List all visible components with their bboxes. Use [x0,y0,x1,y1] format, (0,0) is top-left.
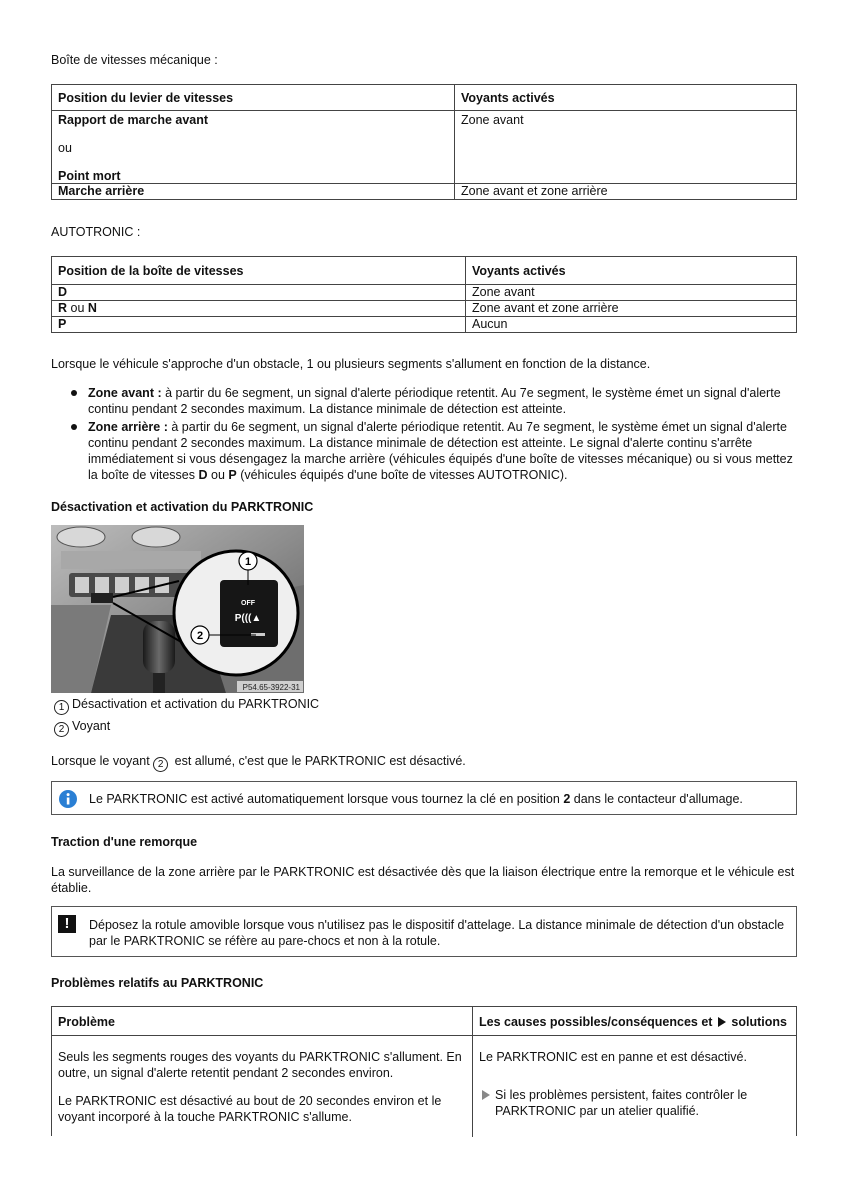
info-box [51,781,797,815]
table-row [52,317,797,333]
figure-reference: P54.65-3922-31 [242,683,300,692]
section-heading: Désactivation et activation du PARKTRONIC [51,500,314,514]
table-header: Position du levier de vitesses [52,85,455,111]
parktronic-symbol: P(((▲ [234,613,262,624]
table-cell: D [52,285,466,301]
table-header: Position de la boîte de vitesses [52,257,466,285]
autotronic-title: AUTOTRONIC : [51,225,141,239]
table-cell: Aucun [472,317,508,331]
problem-text: Le PARKTRONIC est désactivé au bout de 20 secondes environ et le voyant incorporé à la touche PARKTRONIC s'allume. [58,1094,442,1124]
bullet-icon [71,390,77,396]
lamp-note: Lorsque le voyant 2 est allumé, c'est que le PARKTRONIC est désactivé. [51,754,466,770]
table-cell: P [52,317,466,333]
manual-gearbox-table [51,84,797,200]
table-row [52,111,797,184]
problem-text: Seuls les segments rouges des voyants du PARKTRONIC s'allument. En outre, un signal d'alerte retentit pendant 2 secondes environ. [58,1050,462,1080]
warning-text: Déposez la rotule amovible lorsque vous n'utilisez pas le dispositif d'attelage. La distance minimale de détection d'un obstacle par le PARKTRONIC se réfère au pare-chocs et non à la rotule. [89,918,785,948]
arrow-right-icon [482,1090,490,1100]
svg-text:1: 1 [244,556,252,568]
table-cell: R ou N [52,301,466,317]
legend-item-2: 2 Voyant [54,719,110,737]
button-off-label: OFF [241,600,255,607]
warning-icon: ! [58,915,76,933]
list-item: Zone avant : à partir du 6e segment, un signal d'alerte périodique retentit. Au 7e segment, le système émet un signal d'alerte continu pendant 2 secondes maximum. La distance minimale de détection est atteinte. [51,385,801,417]
callout-1-icon: 1 [54,700,69,715]
parktronic-figure [51,525,304,693]
table-cell: Zone avant [461,113,524,127]
cause-text: Le PARKTRONIC est en panne et est désactivé. [479,1050,747,1064]
svg-text:2: 2 [196,630,204,642]
table-cell: Zone avant [472,285,535,299]
info-text: Le PARKTRONIC est activé automatiquement lorsque vous tournez la clé en position 2 dans le contacteur d'allumage. [89,792,743,806]
table-cell: Rapport de marche avant [58,113,209,127]
table-cell: Zone avant et zone arrière [461,184,608,198]
trailer-text: La surveillance de la zone arrière par le PARKTRONIC est désactivée dès que la liaison électrique entre la remorque et le véhicule est établie. [51,865,795,895]
table-cell: Marche arrière [52,184,455,200]
manual-gearbox-title: Boîte de vitesses mécanique : [51,53,218,67]
table-header: Problème [58,1015,115,1029]
warning-box [51,906,797,957]
table-row [52,184,797,200]
table-cell: ou [58,141,72,155]
callout-2-icon: 2 [153,757,168,772]
bullet-icon [71,424,77,430]
intro-text: Lorsque le véhicule s'approche d'un obstacle, 1 ou plusieurs segments s'allument en fonction de la distance. [51,357,651,371]
table-header: Voyants activés [472,264,566,278]
solution-text: Si les problèmes persistent, faites contrôler le PARKTRONIC par un atelier qualifié. [495,1088,748,1118]
list-item: Zone arrière : à partir du 6e segment, un signal d'alerte périodique retentit. Au 7e segment, le système émet un signal d'alerte continu pendant 2 secondes maximum. La distance minimale de détection est atteinte. Le signal d'alerte continu s'arrête immédiatement si vous désengagez la marche arrière (véhicules équipés d'une boîte de vitesses mécanique) ou si vous mettez la boîte de vitesses D ou P (véhicules équipés d'une boîte de vitesses AUTOTRONIC). [51,419,801,483]
arrow-right-icon [718,1017,726,1027]
problems-table [51,1006,797,1136]
info-icon [59,790,77,808]
section-heading: Traction d'une remorque [51,835,198,849]
legend-item-1: 1 Désactivation et activation du PARKTRONIC [54,697,319,715]
callout-2-icon: 2 [54,722,69,737]
table-cell: Point mort [58,169,121,183]
table-row [52,301,797,317]
dashboard-photo [51,525,304,693]
table-header: Les causes possibles/conséquences et solutions [479,1015,787,1029]
table-cell: Zone avant et zone arrière [472,301,619,315]
autotronic-table [51,256,797,333]
table-header: Voyants activés [461,91,555,105]
zone-list [51,385,801,485]
table-row [52,285,797,301]
section-heading: Problèmes relatifs au PARKTRONIC [51,976,264,990]
